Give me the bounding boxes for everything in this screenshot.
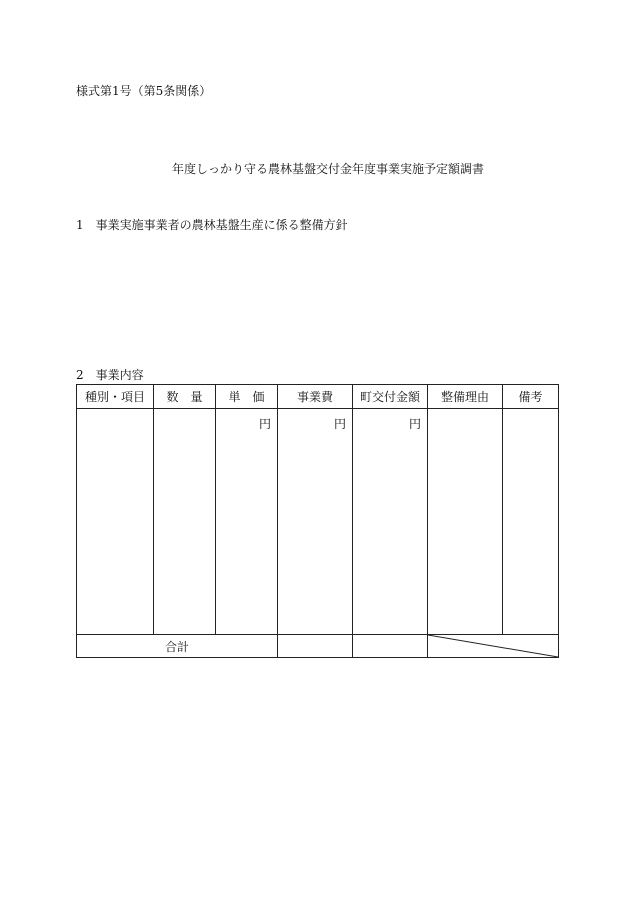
yen-unit: 円 [258, 417, 271, 431]
total-town-grant[interactable] [353, 635, 428, 658]
cell-category[interactable] [77, 409, 154, 635]
header-quantity: 数 量 [154, 385, 216, 409]
total-row [77, 635, 559, 658]
header-town-grant: 町交付金額 [353, 385, 428, 409]
header-remarks: 備考 [503, 385, 559, 409]
yen-unit: 円 [333, 417, 346, 431]
section-2-heading: 2 事業内容 [76, 368, 144, 382]
header-row [77, 385, 559, 409]
cell-reason[interactable] [428, 409, 503, 635]
budget-table [76, 384, 559, 658]
cell-project-cost[interactable] [278, 409, 353, 635]
section-1-heading: 1 事業実施事業者の農林基盤生産に係る整備方針 [76, 218, 348, 232]
total-crossed-cell [428, 635, 559, 658]
diagonal-line [428, 635, 558, 657]
cell-quantity[interactable] [154, 409, 216, 635]
header-project-cost: 事業費 [278, 385, 353, 409]
header-unit-price: 単 価 [216, 385, 278, 409]
cell-town-grant[interactable] [353, 409, 428, 635]
cell-unit-price[interactable] [216, 409, 278, 635]
form-number: 様式第1号（第5条関係） [76, 84, 212, 98]
entry-row [77, 409, 559, 635]
yen-unit: 円 [408, 417, 421, 431]
total-label: 合計 [77, 635, 278, 658]
cell-remarks[interactable] [503, 409, 559, 635]
header-category: 種別・項目 [77, 385, 154, 409]
header-reason: 整備理由 [428, 385, 503, 409]
total-project-cost[interactable] [278, 635, 353, 658]
document-title: 年度しっかり守る農林基盤交付金年度事業実施予定額調書 [171, 162, 484, 176]
